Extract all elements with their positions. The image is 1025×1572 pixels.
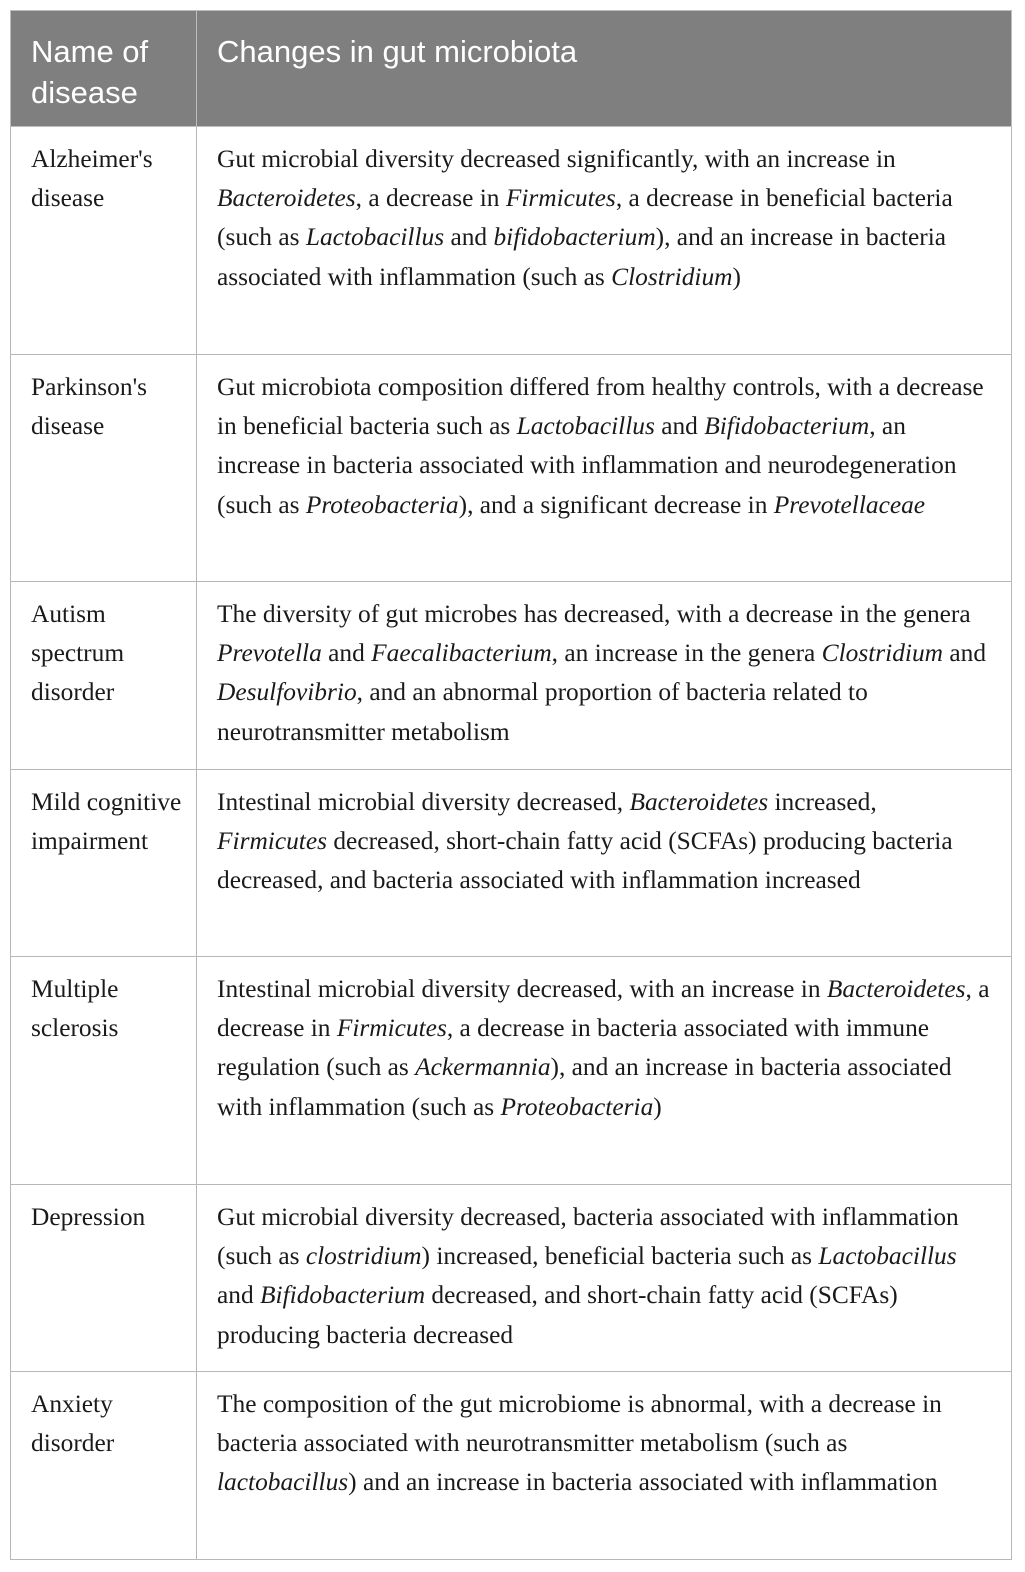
taxon-name: Bacteroidetes	[826, 975, 966, 1003]
taxon-name: Bacteroidetes	[629, 788, 769, 816]
table-row	[11, 1185, 1012, 1372]
disease-name-cell: Mild cognitive impairment	[11, 770, 197, 957]
description-text: Gut microbial diversity decreased significantly, with an increase in	[217, 145, 896, 173]
description-text: , a decrease in	[217, 975, 990, 1043]
microbiota-change-cell	[197, 957, 1012, 1185]
taxon-name: Proteobacteria	[305, 490, 459, 519]
description-text: and	[943, 639, 987, 668]
description-text: Intestinal microbial diversity decreased, with an increase in	[217, 975, 827, 1003]
taxon-name: Desulfovibrio	[217, 678, 357, 707]
microbiota-change-cell	[197, 1372, 1012, 1560]
description-text: and	[321, 639, 372, 668]
taxon-name: bifidobacterium	[493, 223, 656, 252]
description-text: , a decrease in	[355, 184, 506, 213]
taxon-name: Lactobacillus	[818, 1242, 957, 1271]
description-text: , and an abnormal proportion of bacteria related to neurotransmitter metabolism	[217, 678, 868, 746]
microbiota-change-cell	[197, 355, 1012, 582]
description-text: ), and an increase in bacteria associated with inflammation (such as	[217, 223, 947, 291]
taxon-name: Faecalibacterium	[371, 639, 552, 668]
description-text: increased,	[768, 788, 877, 816]
description-text: , an increase in the genera	[551, 639, 822, 668]
description-text: )	[653, 1092, 662, 1121]
disease-name-cell: Anxiety disorder	[11, 1372, 197, 1560]
taxon-name: lactobacillus	[217, 1468, 349, 1497]
taxon-name: Lactobacillus	[516, 412, 655, 441]
taxon-name: Bifidobacterium	[260, 1281, 426, 1310]
table-body	[11, 127, 1012, 1560]
taxon-name: Prevotella	[217, 639, 322, 668]
description-text: ) and an increase in bacteria associated with inflammation	[348, 1468, 938, 1497]
taxon-name: Proteobacteria	[500, 1092, 654, 1121]
description-text: )	[732, 262, 741, 291]
description-text: decreased, and short-chain fatty acid (SCFAs) producing bacteria decreased	[217, 1281, 898, 1349]
taxon-name: Firmicutes	[336, 1014, 447, 1043]
taxon-name: Clostridium	[611, 262, 733, 291]
description-text: The composition of the gut microbiome is abnormal, with a decrease in bacteria associated with neurotransmitter metabolism (such as	[217, 1390, 942, 1458]
table-row	[11, 127, 1012, 355]
microbiota-change-cell	[197, 770, 1012, 957]
taxon-name: Firmicutes	[505, 184, 616, 213]
table-row	[11, 957, 1012, 1185]
table-row	[11, 770, 1012, 957]
taxon-name: Firmicutes	[217, 827, 328, 856]
disease-microbiota-table	[10, 10, 1012, 1560]
description-text: The diversity of gut microbes has decreased, with a decrease in the genera	[217, 600, 971, 628]
description-text: Gut microbial diversity decreased, bacteria associated with inflammation (such as	[217, 1203, 959, 1271]
taxon-name: clostridium	[305, 1242, 422, 1271]
description-text: ) increased, beneficial bacteria such as	[421, 1242, 819, 1271]
header-microbiota-changes: Changes in gut microbiota	[197, 11, 1012, 127]
taxon-name: Ackermannia	[415, 1053, 551, 1082]
taxon-name: Bifidobacterium	[704, 412, 870, 441]
disease-name-cell: Multiple sclerosis	[11, 957, 197, 1185]
table-header	[11, 11, 1012, 127]
table-row	[11, 582, 1012, 770]
description-text: and	[654, 412, 705, 441]
taxon-name: Clostridium	[821, 639, 944, 668]
header-row	[11, 11, 1012, 127]
microbiota-change-cell	[197, 582, 1012, 770]
description-text: ), and a significant decrease in	[458, 490, 774, 519]
table-row	[11, 355, 1012, 582]
taxon-name: Prevotellaceae	[773, 490, 926, 519]
header-disease-name: Name of disease	[11, 11, 197, 127]
table-row	[11, 1372, 1012, 1560]
description-text: , a decrease in bacteria associated with immune regulation (such as	[217, 1014, 930, 1082]
microbiota-change-cell	[197, 127, 1012, 355]
description-text: decreased, short-chain fatty acid (SCFAs) producing bacteria decreased, and bacteria associated with inflammation increased	[217, 827, 953, 895]
microbiota-change-cell	[197, 1185, 1012, 1372]
disease-name-cell: Parkinson's disease	[11, 355, 197, 582]
disease-name-cell: Depression	[11, 1185, 197, 1372]
description-text: and	[217, 1281, 261, 1310]
disease-name-cell: Autism spectrum disorder	[11, 582, 197, 770]
description-text: and	[444, 223, 494, 252]
taxon-name: Bacteroidetes	[217, 184, 356, 213]
description-text: Gut microbiota composition differed from healthy controls, with a decrease in beneficial bacteria such as	[217, 373, 984, 441]
description-text: ), and an increase in bacteria associated with inflammation (such as	[217, 1053, 952, 1121]
disease-name-cell: Alzheimer's disease	[11, 127, 197, 355]
description-text: Intestinal microbial diversity decreased,	[217, 788, 630, 816]
taxon-name: Lactobacillus	[305, 223, 445, 252]
description-text: , an increase in bacteria associated with inflammation and neurodegeneration (such as	[217, 412, 957, 519]
description-text: , a decrease in beneficial bacteria (such as	[217, 184, 953, 252]
